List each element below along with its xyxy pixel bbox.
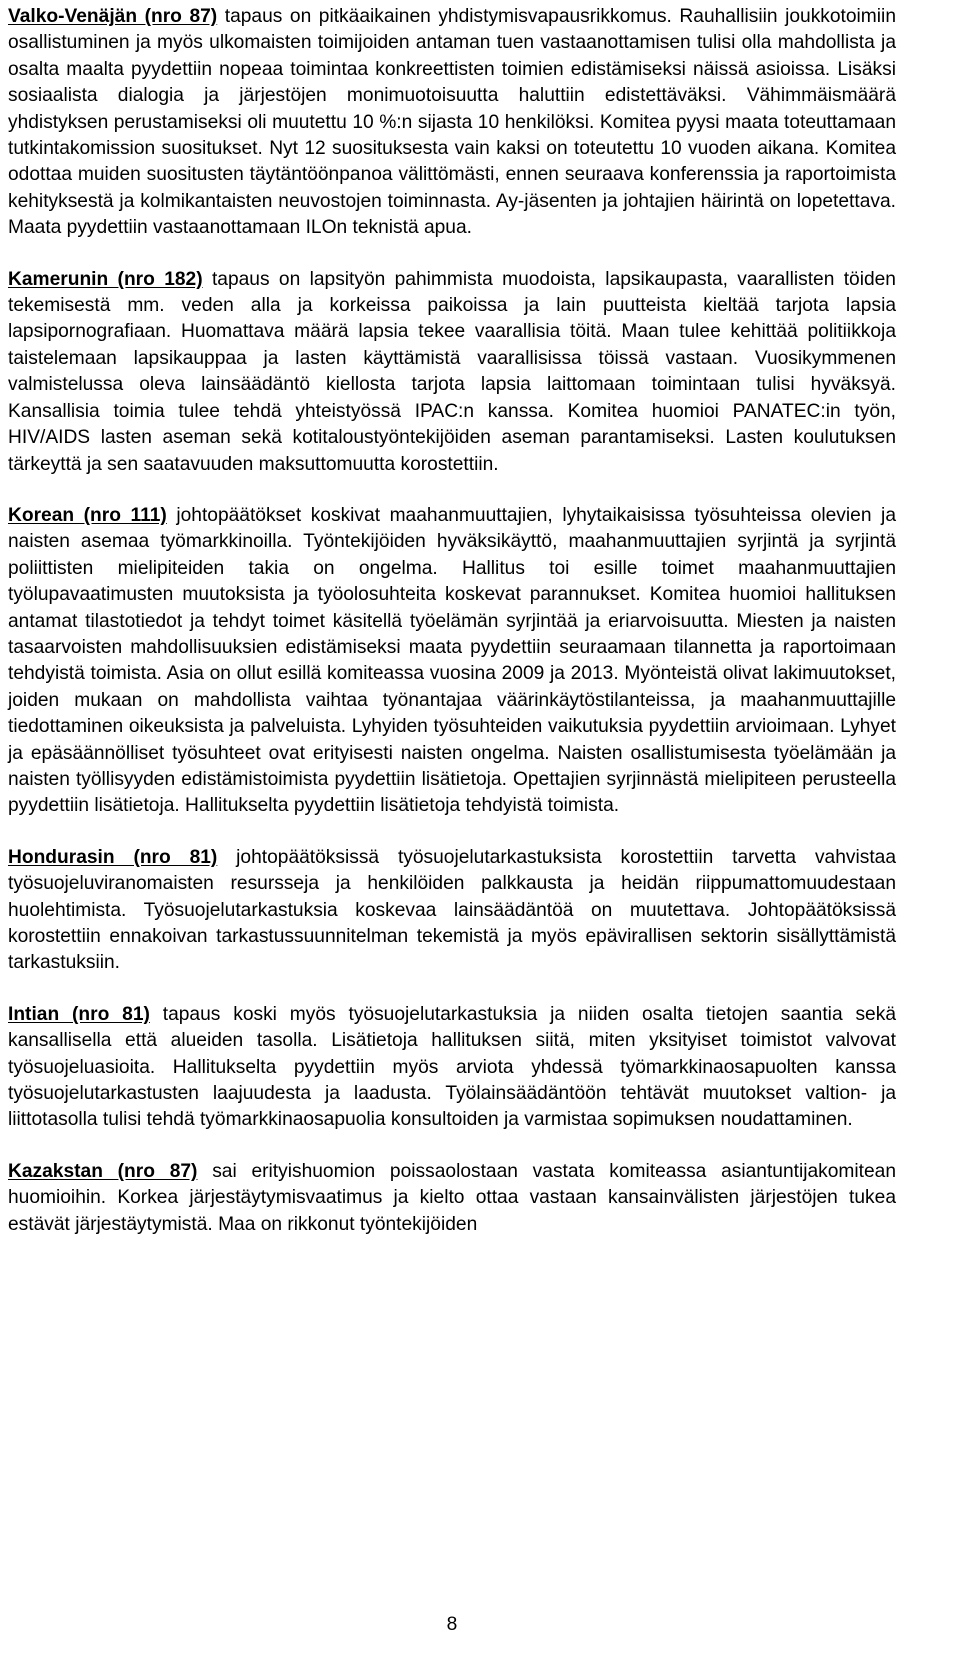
paragraph-kazakstan <box>8 1159 896 1238</box>
country-heading: Intian (nro 81) <box>8 1003 150 1025</box>
paragraph-text: johtopäätökset koskivat maahanmuuttajien, lyhytaikaisissa työsuhteissa olevien ja naisten asemaa työmarkkinoilla. Työntekijöiden hyväksikäyttö, maahanmuuttajien syrjintä ja syrjintä poliittisten mielipiteiden takia on ongelma. Hallitus toi esille toimet maahanmuuttajien työlupavaatimusten muutoksista ja työolosuhteita koskevat parannukset. Komitea huomioi hallituksen antamat tilastotiedot ja tehdyt toimet käsitellä työelämän syrjintää ja eriarvoisuutta. Miesten ja naisten tasaarvoisten mahdollisuuksien edistämiseksi maata pyydettiin seuraamaan tilannetta ja raportoimaan tehdyistä toimista. Asia on ollut esillä komiteassa vuosina 2009 ja 2013. Myönteistä olivat lakimuutokset, joiden mukaan on mahdollista vaihtaa työnantajaa väärinkäytöstilanteissa, ja maahanmuuttajille tiedottaminen oikeuksista ja palveluista. Lyhyiden työsuhteiden vaikutuksia pyydettiin arvioimaan. Lyhyet ja epäsäännölliset työsuhteet ovat erityisesti naisten ongelma. Naisten osallistumisesta työelämään ja naisten työllisyyden edistämistoimista pyydettiin lisätietoja. Opettajien syrjinnästä mielipiteen perusteella pyydettiin lisätietoja. Hallitukselta pyydettiin lisätietoja tehdyistä toimista. <box>8 504 896 817</box>
country-heading: Kazakstan (nro 87) <box>8 1160 198 1182</box>
paragraph-kamerun <box>8 267 896 478</box>
document-page <box>8 4 896 1238</box>
paragraph-korea <box>8 503 896 820</box>
paragraph-valko-venaja <box>8 4 896 242</box>
paragraph-honduras <box>8 845 896 977</box>
country-heading: Valko-Venäjän (nro 87) <box>8 6 218 27</box>
country-heading: Hondurasin (nro 81) <box>8 846 218 868</box>
country-heading: Korean (nro 111) <box>8 504 167 526</box>
paragraph-text: tapaus on lapsityön pahimmista muodoista, lapsikaupasta, vaarallisten töiden tekemisestä mm. veden alla ja korkeissa paikoissa ja lain puutteista kieltää tarjota lapsia lapsipornografiaan. Huomattava määrä lapsia tekee vaarallisia töitä. Maan tulee kehittää politiikkoja taistelemaan lapsikauppaa ja lasten käyttämistä vaarallisissa töissä vastaan. Vuosikymmenen valmistelussa oleva lainsäädäntö kiellosta tarjota lapsia laittomaan toimintaan tulisi hyväksyä. Kansallisia toimia tulee tehdä yhteistyössä IPAC:n kanssa. Komitea huomioi PANATEC:in työn, HIV/AIDS lasten aseman sekä kotitaloustyöntekijöiden aseman parantamiseksi. Lasten koulutuksen tärkeyttä ja sen saatavuuden maksuttomuutta korostettiin. <box>8 268 896 475</box>
paragraph-text: tapaus on pitkäaikainen yhdistymisvapausrikkomus. Rauhallisiin joukkotoimiin osallistuminen ja myös ulkomaisten toimijoiden antaman tuen vastaanottamisen tulisi olla mahdollista ja osalta maalta pyydettiin nopeaa toimintaa konkreettisten toimien edistämiseksi näissä asioissa. Lisäksi sosiaalista dialogia ja järjestöjen monimuotoisuutta haluttiin edistettäväksi. Vähimmäismäärä yhdistyksen perustamiseksi oli muutettu 10 %:n sijasta 10 henkilöksi. Komitea pyysi maata toteuttamaan tutkintakomission suositukset. Nyt 12 suosituksesta vain kaksi on toteutettu 10 vuoden aikana. Komitea odottaa muiden suositusten täytäntöönpanoa välittömästi, ennen seuraava konferenssia ja raportoimista kehityksestä ja kolmikantaisten neuvostojen toiminnasta. Ay-jäsenten ja johtajien häirintä on lopetettava. Maata pyydettiin vastaanottamaan ILOn teknistä apua. <box>8 6 896 239</box>
paragraph-text: johtopäätöksissä työsuojelutarkastuksista korostettiin tarvetta vahvistaa työsuojeluviranomaisten resursseja ja henkilöiden palkkausta ja heidän riippumattomuudestaan huolehtimista. Työsuojelutarkastuksia koskevaa lainsäädäntöä on muutettava. Johtopäätöksissä korostettiin ennakoivan tarkastussuunnitelman tekemistä ja myös epävirallisen sektorin sisällyttämistä tarkastuksiin. <box>8 846 896 974</box>
paragraph-intia <box>8 1002 896 1134</box>
paragraph-text: tapaus koski myös työsuojelutarkastuksia ja niiden osalta tietojen saantia sekä kansallisella että alueiden tasolla. Lisätietoja hallituksen siitä, miten yksityiset toimistot valvovat työsuojeluasioita. Hallitukselta pyydettiin myös arviota yhdessä työmarkkinaosapuolten kanssa työsuojelutarkastusten laajuudesta ja laadusta. Työlainsäädäntöön tehtävät muutokset valtion- ja liittotasolla tulisi tehdä työmarkkinaosapuolia konsultoiden ja varmistaa sopimuksen noudattaminen. <box>8 1003 896 1131</box>
paragraph-text: sai erityishuomion poissaolostaan vastata komiteassa asiantuntijakomitean huomioihin. Korkea järjestäytymisvaatimus ja kielto ottaa vastaan kansainvälisten järjestöjen tukea estävät järjestäytymistä. Maa on rikkonut työntekijöiden <box>8 1160 897 1235</box>
country-heading: Kamerunin (nro 182) <box>8 268 203 290</box>
page-number: 8 <box>446 1614 458 1635</box>
